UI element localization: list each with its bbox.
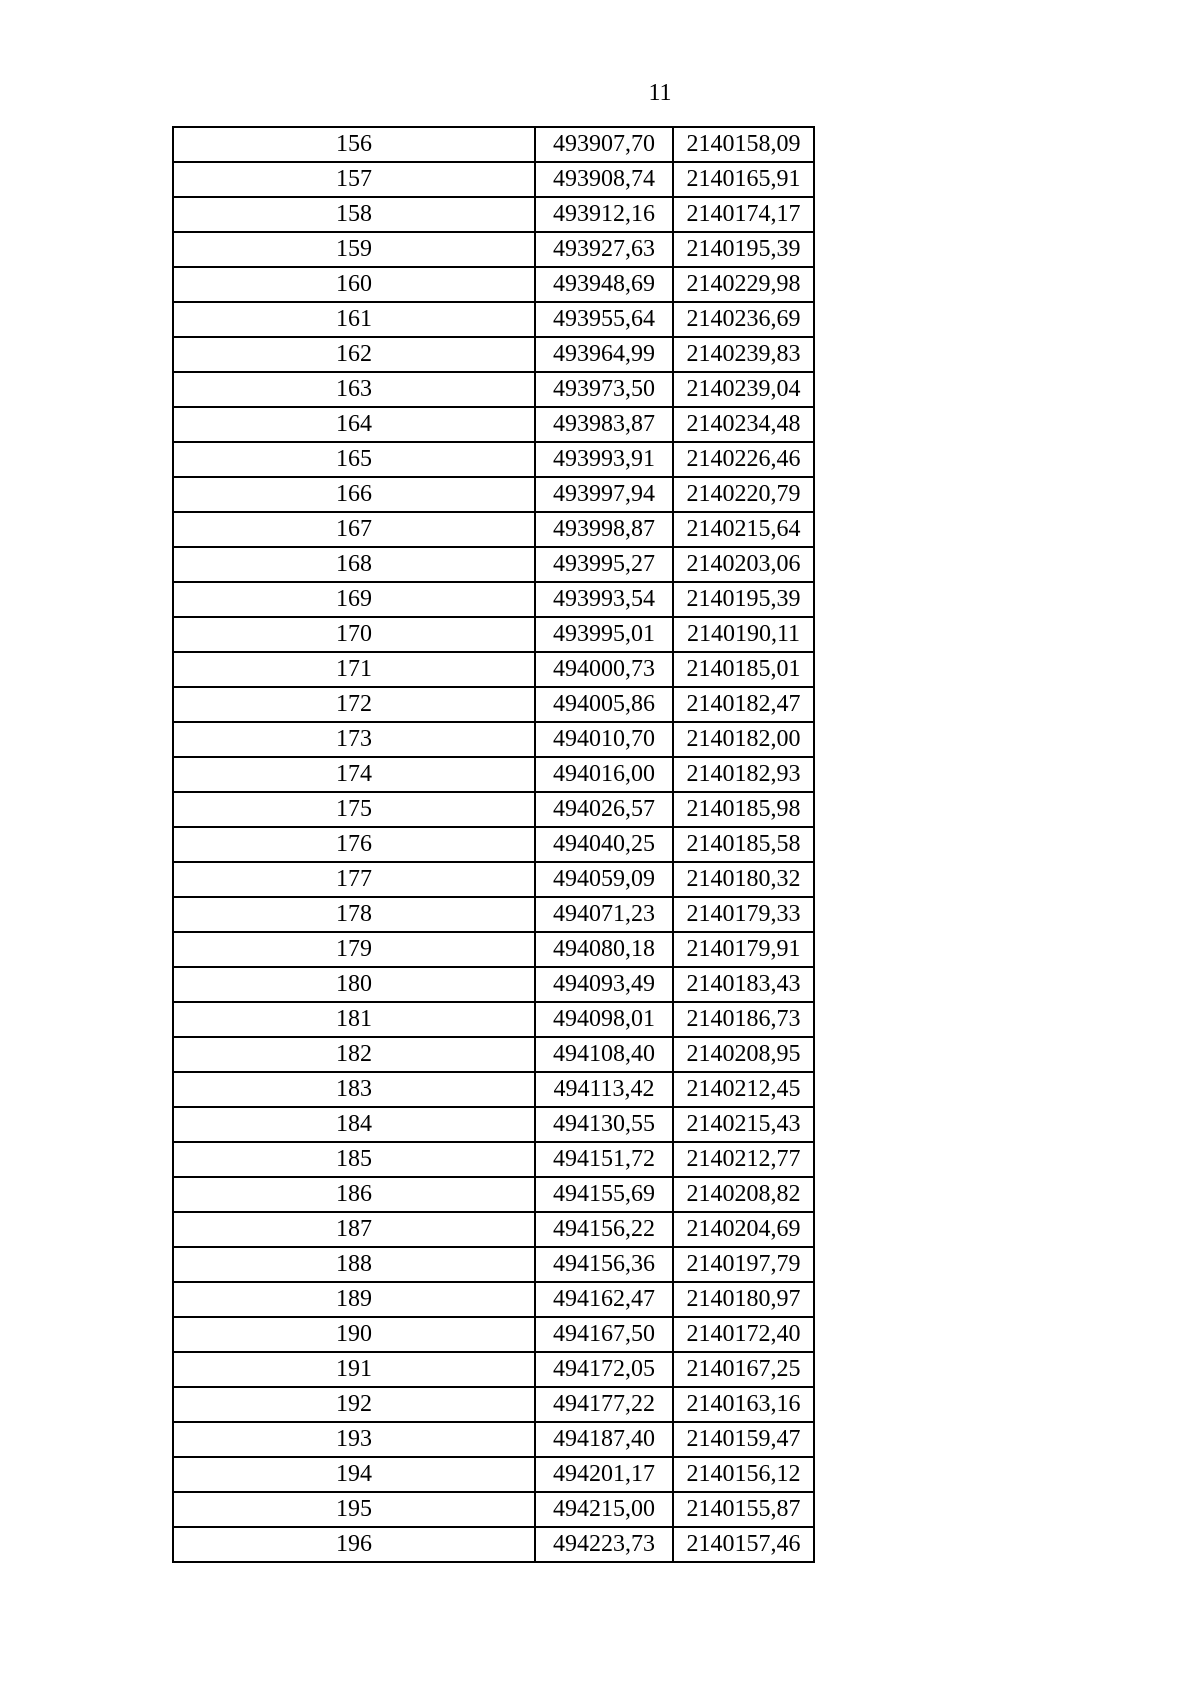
x-coordinate-cell: 494093,49 bbox=[535, 967, 673, 1002]
point-number-cell: 184 bbox=[173, 1107, 535, 1142]
x-coordinate-cell: 493973,50 bbox=[535, 372, 673, 407]
y-coordinate-cell: 2140208,95 bbox=[673, 1037, 814, 1072]
x-coordinate-cell: 494187,40 bbox=[535, 1422, 673, 1457]
y-coordinate-cell: 2140155,87 bbox=[673, 1492, 814, 1527]
x-coordinate-cell: 493907,70 bbox=[535, 127, 673, 162]
x-coordinate-cell: 493955,64 bbox=[535, 302, 673, 337]
y-coordinate-cell: 2140234,48 bbox=[673, 407, 814, 442]
x-coordinate-cell: 493912,16 bbox=[535, 197, 673, 232]
point-number-cell: 173 bbox=[173, 722, 535, 757]
table-row bbox=[173, 512, 814, 547]
point-number-cell: 170 bbox=[173, 617, 535, 652]
point-number-cell: 165 bbox=[173, 442, 535, 477]
table-row bbox=[173, 1212, 814, 1247]
point-number-cell: 183 bbox=[173, 1072, 535, 1107]
y-coordinate-cell: 2140220,79 bbox=[673, 477, 814, 512]
table-row bbox=[173, 127, 814, 162]
point-number-cell: 188 bbox=[173, 1247, 535, 1282]
point-number-cell: 193 bbox=[173, 1422, 535, 1457]
coordinates-table bbox=[172, 126, 815, 1563]
y-coordinate-cell: 2140186,73 bbox=[673, 1002, 814, 1037]
y-coordinate-cell: 2140172,40 bbox=[673, 1317, 814, 1352]
table-row bbox=[173, 1002, 814, 1037]
table-row bbox=[173, 162, 814, 197]
x-coordinate-cell: 493948,69 bbox=[535, 267, 673, 302]
table-row bbox=[173, 1492, 814, 1527]
table-row bbox=[173, 757, 814, 792]
x-coordinate-cell: 494000,73 bbox=[535, 652, 673, 687]
y-coordinate-cell: 2140180,32 bbox=[673, 862, 814, 897]
table-row bbox=[173, 1387, 814, 1422]
x-coordinate-cell: 493995,27 bbox=[535, 547, 673, 582]
y-coordinate-cell: 2140239,04 bbox=[673, 372, 814, 407]
x-coordinate-cell: 494156,22 bbox=[535, 1212, 673, 1247]
y-coordinate-cell: 2140185,01 bbox=[673, 652, 814, 687]
x-coordinate-cell: 493908,74 bbox=[535, 162, 673, 197]
table-row bbox=[173, 792, 814, 827]
x-coordinate-cell: 494108,40 bbox=[535, 1037, 673, 1072]
y-coordinate-cell: 2140182,93 bbox=[673, 757, 814, 792]
y-coordinate-cell: 2140215,64 bbox=[673, 512, 814, 547]
point-number-cell: 176 bbox=[173, 827, 535, 862]
point-number-cell: 159 bbox=[173, 232, 535, 267]
table-row bbox=[173, 302, 814, 337]
table-row bbox=[173, 1352, 814, 1387]
point-number-cell: 156 bbox=[173, 127, 535, 162]
point-number-cell: 181 bbox=[173, 1002, 535, 1037]
table-row bbox=[173, 1317, 814, 1352]
point-number-cell: 196 bbox=[173, 1527, 535, 1562]
table-row bbox=[173, 687, 814, 722]
point-number-cell: 191 bbox=[173, 1352, 535, 1387]
x-coordinate-cell: 493995,01 bbox=[535, 617, 673, 652]
point-number-cell: 157 bbox=[173, 162, 535, 197]
table-row bbox=[173, 862, 814, 897]
x-coordinate-cell: 494040,25 bbox=[535, 827, 673, 862]
x-coordinate-cell: 494155,69 bbox=[535, 1177, 673, 1212]
point-number-cell: 179 bbox=[173, 932, 535, 967]
table-row bbox=[173, 1142, 814, 1177]
point-number-cell: 163 bbox=[173, 372, 535, 407]
x-coordinate-cell: 493927,63 bbox=[535, 232, 673, 267]
table-row bbox=[173, 1037, 814, 1072]
x-coordinate-cell: 494223,73 bbox=[535, 1527, 673, 1562]
table-row bbox=[173, 897, 814, 932]
point-number-cell: 186 bbox=[173, 1177, 535, 1212]
point-number-cell: 172 bbox=[173, 687, 535, 722]
y-coordinate-cell: 2140229,98 bbox=[673, 267, 814, 302]
coordinates-table-body bbox=[173, 127, 814, 1562]
point-number-cell: 171 bbox=[173, 652, 535, 687]
x-coordinate-cell: 494167,50 bbox=[535, 1317, 673, 1352]
point-number-cell: 175 bbox=[173, 792, 535, 827]
table-row bbox=[173, 267, 814, 302]
point-number-cell: 160 bbox=[173, 267, 535, 302]
point-number-cell: 168 bbox=[173, 547, 535, 582]
x-coordinate-cell: 494005,86 bbox=[535, 687, 673, 722]
y-coordinate-cell: 2140174,17 bbox=[673, 197, 814, 232]
x-coordinate-cell: 494010,70 bbox=[535, 722, 673, 757]
table-row bbox=[173, 967, 814, 1002]
x-coordinate-cell: 494215,00 bbox=[535, 1492, 673, 1527]
table-row bbox=[173, 197, 814, 232]
y-coordinate-cell: 2140195,39 bbox=[673, 582, 814, 617]
table-row bbox=[173, 1422, 814, 1457]
x-coordinate-cell: 494071,23 bbox=[535, 897, 673, 932]
point-number-cell: 158 bbox=[173, 197, 535, 232]
x-coordinate-cell: 494026,57 bbox=[535, 792, 673, 827]
y-coordinate-cell: 2140158,09 bbox=[673, 127, 814, 162]
table-row bbox=[173, 1072, 814, 1107]
table-row bbox=[173, 1527, 814, 1562]
y-coordinate-cell: 2140215,43 bbox=[673, 1107, 814, 1142]
point-number-cell: 189 bbox=[173, 1282, 535, 1317]
y-coordinate-cell: 2140236,69 bbox=[673, 302, 814, 337]
point-number-cell: 182 bbox=[173, 1037, 535, 1072]
point-number-cell: 195 bbox=[173, 1492, 535, 1527]
table-row bbox=[173, 337, 814, 372]
point-number-cell: 167 bbox=[173, 512, 535, 547]
y-coordinate-cell: 2140179,91 bbox=[673, 932, 814, 967]
y-coordinate-cell: 2140165,91 bbox=[673, 162, 814, 197]
x-coordinate-cell: 493993,91 bbox=[535, 442, 673, 477]
y-coordinate-cell: 2140182,47 bbox=[673, 687, 814, 722]
y-coordinate-cell: 2140183,43 bbox=[673, 967, 814, 1002]
y-coordinate-cell: 2140208,82 bbox=[673, 1177, 814, 1212]
table-row bbox=[173, 477, 814, 512]
point-number-cell: 178 bbox=[173, 897, 535, 932]
y-coordinate-cell: 2140156,12 bbox=[673, 1457, 814, 1492]
point-number-cell: 192 bbox=[173, 1387, 535, 1422]
table-row bbox=[173, 1282, 814, 1317]
table-row bbox=[173, 407, 814, 442]
y-coordinate-cell: 2140226,46 bbox=[673, 442, 814, 477]
table-row bbox=[173, 827, 814, 862]
page-number: 11 bbox=[648, 80, 672, 106]
x-coordinate-cell: 494098,01 bbox=[535, 1002, 673, 1037]
x-coordinate-cell: 494059,09 bbox=[535, 862, 673, 897]
x-coordinate-cell: 493997,94 bbox=[535, 477, 673, 512]
y-coordinate-cell: 2140195,39 bbox=[673, 232, 814, 267]
point-number-cell: 169 bbox=[173, 582, 535, 617]
table-row bbox=[173, 232, 814, 267]
y-coordinate-cell: 2140204,69 bbox=[673, 1212, 814, 1247]
point-number-cell: 164 bbox=[173, 407, 535, 442]
table-row bbox=[173, 372, 814, 407]
x-coordinate-cell: 494201,17 bbox=[535, 1457, 673, 1492]
y-coordinate-cell: 2140197,79 bbox=[673, 1247, 814, 1282]
point-number-cell: 177 bbox=[173, 862, 535, 897]
y-coordinate-cell: 2140167,25 bbox=[673, 1352, 814, 1387]
y-coordinate-cell: 2140180,97 bbox=[673, 1282, 814, 1317]
table-row bbox=[173, 547, 814, 582]
x-coordinate-cell: 494151,72 bbox=[535, 1142, 673, 1177]
point-number-cell: 187 bbox=[173, 1212, 535, 1247]
y-coordinate-cell: 2140203,06 bbox=[673, 547, 814, 582]
table-row bbox=[173, 932, 814, 967]
y-coordinate-cell: 2140159,47 bbox=[673, 1422, 814, 1457]
point-number-cell: 166 bbox=[173, 477, 535, 512]
table-row bbox=[173, 722, 814, 757]
y-coordinate-cell: 2140239,83 bbox=[673, 337, 814, 372]
table-row bbox=[173, 1247, 814, 1282]
y-coordinate-cell: 2140212,45 bbox=[673, 1072, 814, 1107]
y-coordinate-cell: 2140182,00 bbox=[673, 722, 814, 757]
point-number-cell: 185 bbox=[173, 1142, 535, 1177]
y-coordinate-cell: 2140185,98 bbox=[673, 792, 814, 827]
point-number-cell: 180 bbox=[173, 967, 535, 1002]
point-number-cell: 194 bbox=[173, 1457, 535, 1492]
x-coordinate-cell: 494130,55 bbox=[535, 1107, 673, 1142]
x-coordinate-cell: 494113,42 bbox=[535, 1072, 673, 1107]
y-coordinate-cell: 2140190,11 bbox=[673, 617, 814, 652]
table-row bbox=[173, 582, 814, 617]
y-coordinate-cell: 2140185,58 bbox=[673, 827, 814, 862]
x-coordinate-cell: 493964,99 bbox=[535, 337, 673, 372]
y-coordinate-cell: 2140179,33 bbox=[673, 897, 814, 932]
y-coordinate-cell: 2140212,77 bbox=[673, 1142, 814, 1177]
table-row bbox=[173, 652, 814, 687]
x-coordinate-cell: 494156,36 bbox=[535, 1247, 673, 1282]
x-coordinate-cell: 494080,18 bbox=[535, 932, 673, 967]
x-coordinate-cell: 494162,47 bbox=[535, 1282, 673, 1317]
table-row bbox=[173, 1177, 814, 1212]
x-coordinate-cell: 494172,05 bbox=[535, 1352, 673, 1387]
table-row bbox=[173, 442, 814, 477]
point-number-cell: 162 bbox=[173, 337, 535, 372]
table-row bbox=[173, 1107, 814, 1142]
x-coordinate-cell: 493993,54 bbox=[535, 582, 673, 617]
table-row bbox=[173, 1457, 814, 1492]
x-coordinate-cell: 493998,87 bbox=[535, 512, 673, 547]
y-coordinate-cell: 2140157,46 bbox=[673, 1527, 814, 1562]
x-coordinate-cell: 494177,22 bbox=[535, 1387, 673, 1422]
point-number-cell: 174 bbox=[173, 757, 535, 792]
point-number-cell: 161 bbox=[173, 302, 535, 337]
table-row bbox=[173, 617, 814, 652]
point-number-cell: 190 bbox=[173, 1317, 535, 1352]
x-coordinate-cell: 494016,00 bbox=[535, 757, 673, 792]
y-coordinate-cell: 2140163,16 bbox=[673, 1387, 814, 1422]
x-coordinate-cell: 493983,87 bbox=[535, 407, 673, 442]
